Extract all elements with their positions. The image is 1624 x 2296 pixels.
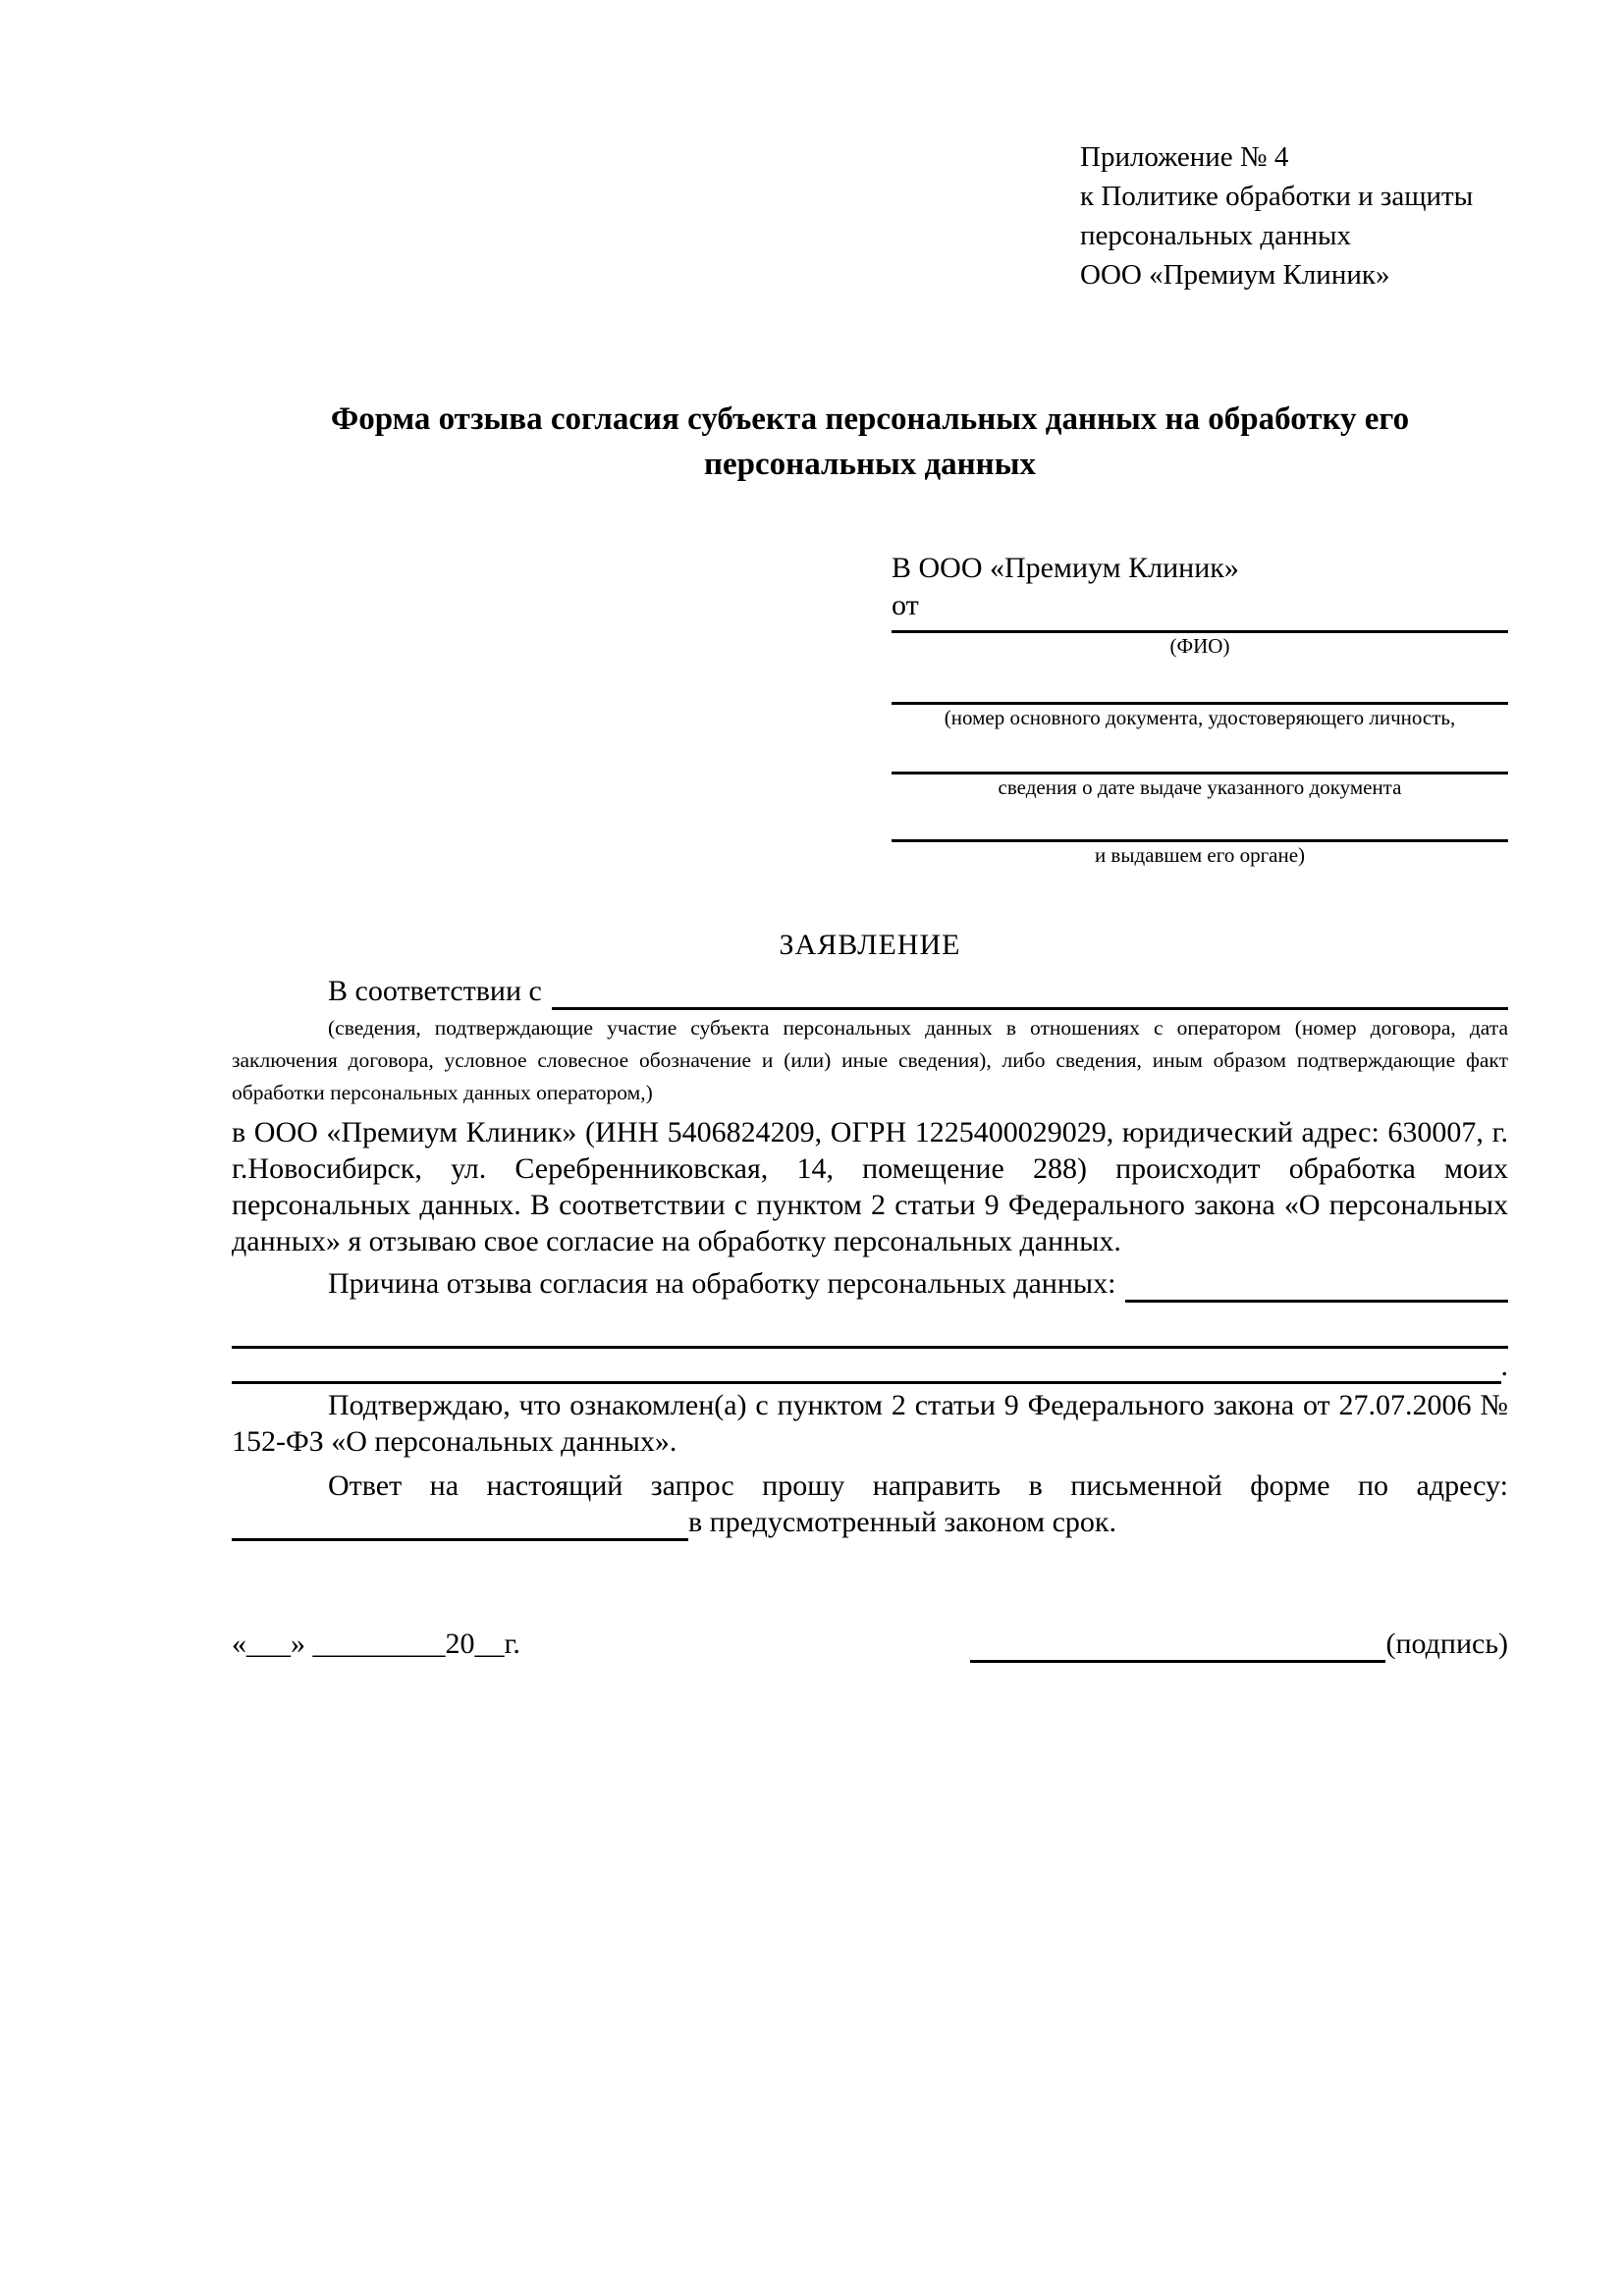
reason-input-line-2[interactable] bbox=[232, 1308, 1508, 1349]
statement-body: в ООО «Премиум Клиник» (ИНН 5406824209, ОГРН 1225400029029, юридический адрес: 630007, г. г.Новосибирск, ул. Серебренниковская, 14, помещение 288) происходит обработка моих персональных данных. В соответствии с пунктом 2 статьи 9 Федерального закона «О персональных данных» я отзываю свое согласие на обработку персональных данных. bbox=[232, 1116, 1508, 1257]
basis-input-line[interactable] bbox=[552, 973, 1508, 1010]
basis-label: В соответствии с bbox=[328, 975, 542, 1007]
document-content bbox=[232, 0, 1508, 1663]
signature-caption: (подпись) bbox=[1385, 1628, 1508, 1660]
appendix-line: персональных данных bbox=[1080, 220, 1352, 251]
doc-number-input-line[interactable] bbox=[892, 659, 1508, 705]
addressee-block bbox=[892, 550, 1508, 868]
confirmation-paragraph: Подтверждаю, что ознакомлен(а) с пунктом 2 статьи 9 Федерального закона от 27.07.2006 № 152-ФЗ «О персональных данных». bbox=[232, 1389, 1508, 1458]
doc-issue-date-input-line[interactable] bbox=[892, 730, 1508, 774]
addressee-from-label: от bbox=[892, 589, 919, 621]
reason-input-line[interactable] bbox=[1125, 1265, 1508, 1303]
response-address-line bbox=[232, 1504, 1508, 1541]
reason-input-line-3[interactable] bbox=[232, 1349, 1501, 1384]
form-title: Форма отзыва согласия субъекта персональных данных на обработку его персональных данных bbox=[330, 401, 1410, 482]
reason-line-3 bbox=[232, 1349, 1508, 1384]
reason-label: Причина отзыва согласия на обработку персональных данных: bbox=[328, 1267, 1116, 1300]
appendix-line: Приложение № 4 bbox=[1080, 141, 1289, 173]
doc-issue-date-caption: сведения о дате выдаче указанного документа bbox=[998, 775, 1402, 799]
doc-issuer-input-line[interactable] bbox=[892, 800, 1508, 842]
footer-row bbox=[232, 1626, 1508, 1663]
statement-heading: ЗАЯВЛЕНИЕ bbox=[779, 929, 961, 961]
reason-period: . bbox=[1500, 1350, 1508, 1382]
basis-line bbox=[232, 973, 1508, 1010]
date-blank[interactable]: «___» _________20__г. bbox=[232, 1628, 520, 1660]
appendix-line: ООО «Премиум Клиник» bbox=[1080, 259, 1390, 291]
doc-issuer-caption: и выдавшем его органе) bbox=[1094, 843, 1306, 867]
fio-input-line[interactable] bbox=[892, 624, 1508, 633]
appendix-line: к Политике обработки и защиты bbox=[1080, 181, 1474, 212]
fio-caption: (ФИО) bbox=[1169, 634, 1230, 658]
doc-number-caption: (номер основного документа, удостоверяющего личность, bbox=[944, 706, 1456, 729]
address-input-line[interactable] bbox=[232, 1504, 688, 1541]
basis-note: (сведения, подтверждающие участие субъекта персональных данных в отношениях с оператором (номер договора, дата заключения договора, условное словесное обозначение и (или) иные сведения), либо сведения, иным образом подтверждающие факт обработки персональных данных оператором,) bbox=[232, 1016, 1508, 1104]
addressee-to: В ООО «Премиум Клиник» bbox=[892, 552, 1239, 584]
response-suffix: в предусмотренный законом срок. bbox=[688, 1506, 1116, 1538]
reason-line bbox=[232, 1265, 1508, 1303]
signature-group bbox=[970, 1626, 1508, 1663]
response-request-paragraph: Ответ на настоящий запрос прошу направить в письменной форме по адресу: bbox=[328, 1469, 1508, 1502]
signature-input-line[interactable] bbox=[970, 1626, 1385, 1663]
appendix-block bbox=[1080, 137, 1508, 294]
